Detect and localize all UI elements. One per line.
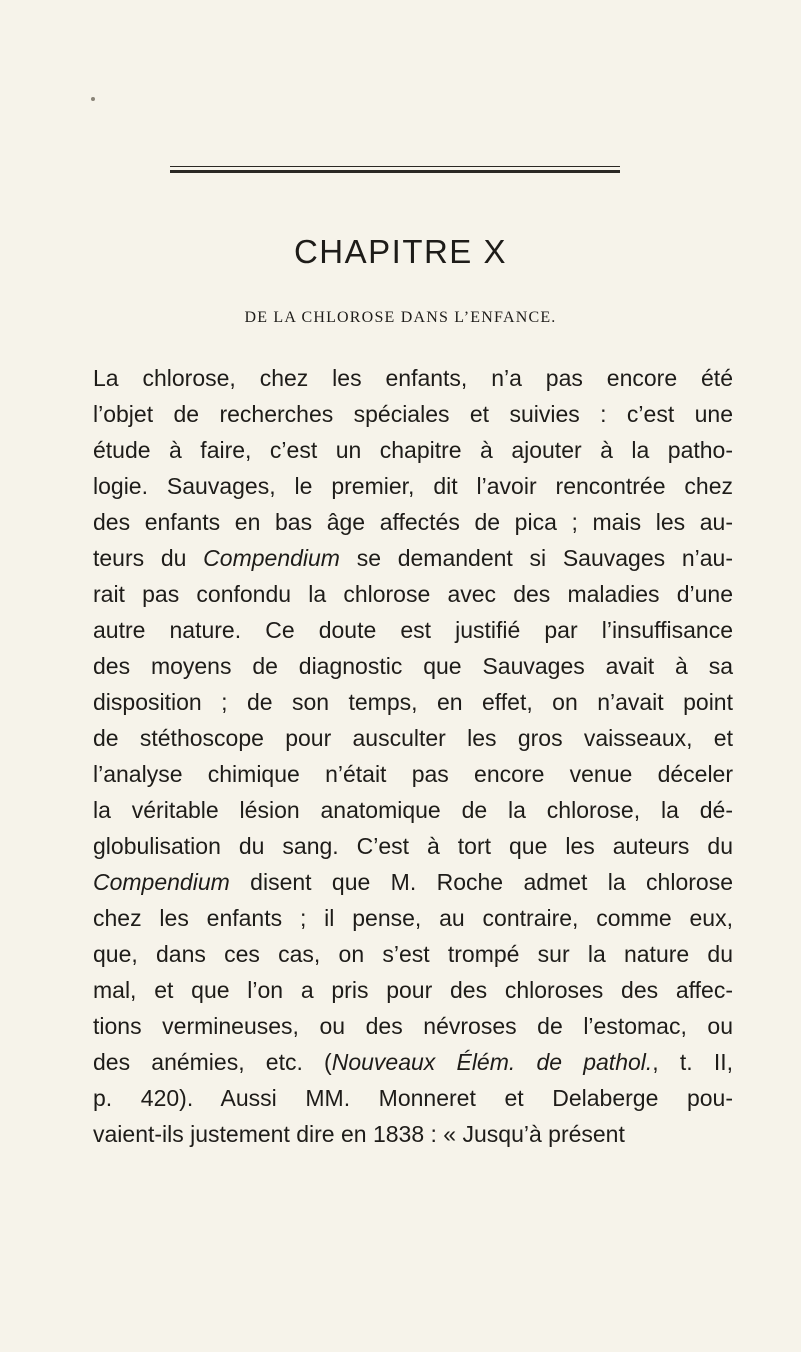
text-line: logie. Sauvages, le premier, dit l’avoir rencontrée chez xyxy=(93,473,733,499)
header-rule-thick xyxy=(170,170,620,173)
text-line: étude à faire, c’est un chapitre à ajouter à la patho- xyxy=(93,437,733,463)
italic-title: Nouveaux Élém. de pathol. xyxy=(331,1049,653,1075)
text-line: que, dans ces cas, on s’est trompé sur la nature du xyxy=(93,941,733,967)
italic-title: Compendium xyxy=(203,545,340,571)
text-line: la véritable lésion anatomique de la chlorose, la dé- xyxy=(93,797,733,823)
text-line: La chlorose, chez les enfants, n’a pas encore été xyxy=(93,365,733,391)
text-line: rait pas confondu la chlorose avec des maladies d’une xyxy=(93,581,733,607)
text-line: globulisation du sang. C’est à tort que les auteurs du xyxy=(93,833,733,859)
text-line: disposition ; de son temps, en effet, on n’avait point xyxy=(93,689,733,715)
chapter-subtitle: DE LA CHLOROSE DANS L’ENFANCE. xyxy=(244,309,557,326)
text-line: l’objet de recherches spéciales et suivies : c’est une xyxy=(93,401,733,427)
header-rule-thin xyxy=(170,166,620,167)
text-line: de stéthoscope pour ausculter les gros vaisseaux, et xyxy=(93,725,733,751)
text-line: Compendium disent que M. Roche admet la chlorose xyxy=(93,869,733,895)
text-line: mal, et que l’on a pris pour des chloroses des affec- xyxy=(93,977,733,1003)
italic-title: Compendium xyxy=(93,869,230,895)
text-line: l’analyse chimique n’était pas encore venue déceler xyxy=(93,761,733,787)
text-line: des moyens de diagnostic que Sauvages avait à sa xyxy=(93,653,733,679)
text-line: chez les enfants ; il pense, au contraire, comme eux, xyxy=(93,905,733,931)
text-line: des enfants en bas âge affectés de pica ; mais les au- xyxy=(93,509,733,535)
ink-speck xyxy=(91,97,95,101)
text-line: p. 420). Aussi MM. Monneret et Delaberge pou- xyxy=(93,1085,733,1111)
text-line: vaient-ils justement dire en 1838 : « Jusqu’à présent xyxy=(93,1121,625,1147)
chapter-title: CHAPITRE X xyxy=(293,233,508,270)
text-line: autre nature. Ce doute est justifié par l’insuffisance xyxy=(93,617,733,643)
text-line: tions vermineuses, ou des névroses de l’estomac, ou xyxy=(93,1013,733,1039)
text-line: teurs du Compendium se demandent si Sauvages n’au- xyxy=(93,545,734,571)
text-line: des anémies, etc. (Nouveaux Élém. de pathol., t. II, xyxy=(93,1049,734,1075)
body-text xyxy=(93,360,733,1152)
